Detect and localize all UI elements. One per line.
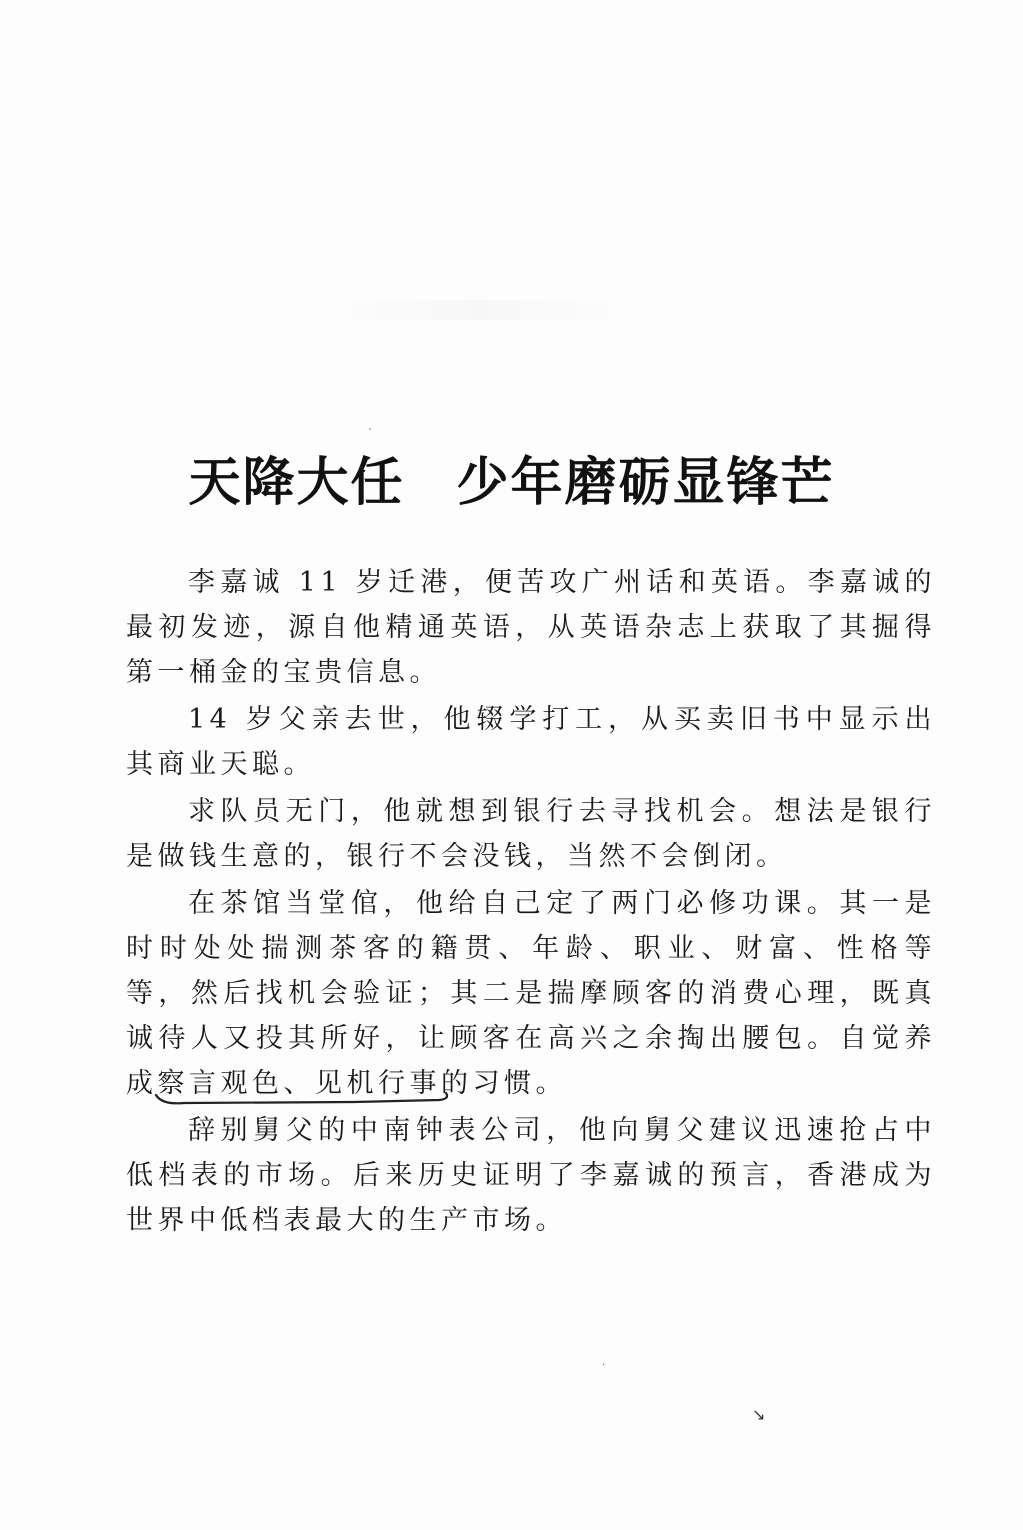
scan-speck: ` [368, 428, 373, 439]
handwritten-underline-phrase [158, 1068, 442, 1099]
scan-speck: ↘ [752, 1405, 766, 1424]
title-part-2: 少年磨砺显锋芒 [456, 453, 835, 513]
underlined-text: 察言观色、见机行事 [157, 1068, 441, 1099]
paragraph-4-before: 在茶馆当堂倌，他给自己定了两门必修功课。其一是时时处处揣测茶客的籍贯、年龄、职业、财富、性格等等，然后找机会验证；其二是揣摩顾客的消费心理，既真诚待人又投其所好，让顾客在高兴之余掏出腰包。自觉养成 [126, 888, 936, 1099]
paragraph-3: 求队员无门，他就想到银行去寻找机会。想法是银行是做钱生意的，银行不会没钱，当然不会倒闭。 [126, 796, 936, 872]
paragraph-5: 辞别舅父的中南钟表公司，他向舅父建议迅速抢占中低档表的市场。后来历史证明了李嘉诚的预言，香港成为世界中低档表最大的生产市场。 [126, 1115, 936, 1236]
scan-smudge [305, 300, 650, 320]
title-part-1: 天降大任 [188, 453, 405, 513]
paragraph-4-after: 的习惯。 [441, 1068, 567, 1099]
paragraph-2: 14 岁父亲去世，他辍学打工，从买卖旧书中显示出其商业天聪。 [126, 704, 936, 780]
scan-speck: · [602, 1360, 606, 1371]
paragraph-4 [126, 881, 936, 1106]
article-body [126, 560, 936, 1245]
page-title [0, 440, 1023, 515]
paragraph-1: 李嘉诚 11 岁迁港，便苦攻广州话和英语。李嘉诚的最初发迹，源自他精通英语，从英语杂志上获取了其掘得第一桶金的宝贵信息。 [126, 567, 936, 688]
